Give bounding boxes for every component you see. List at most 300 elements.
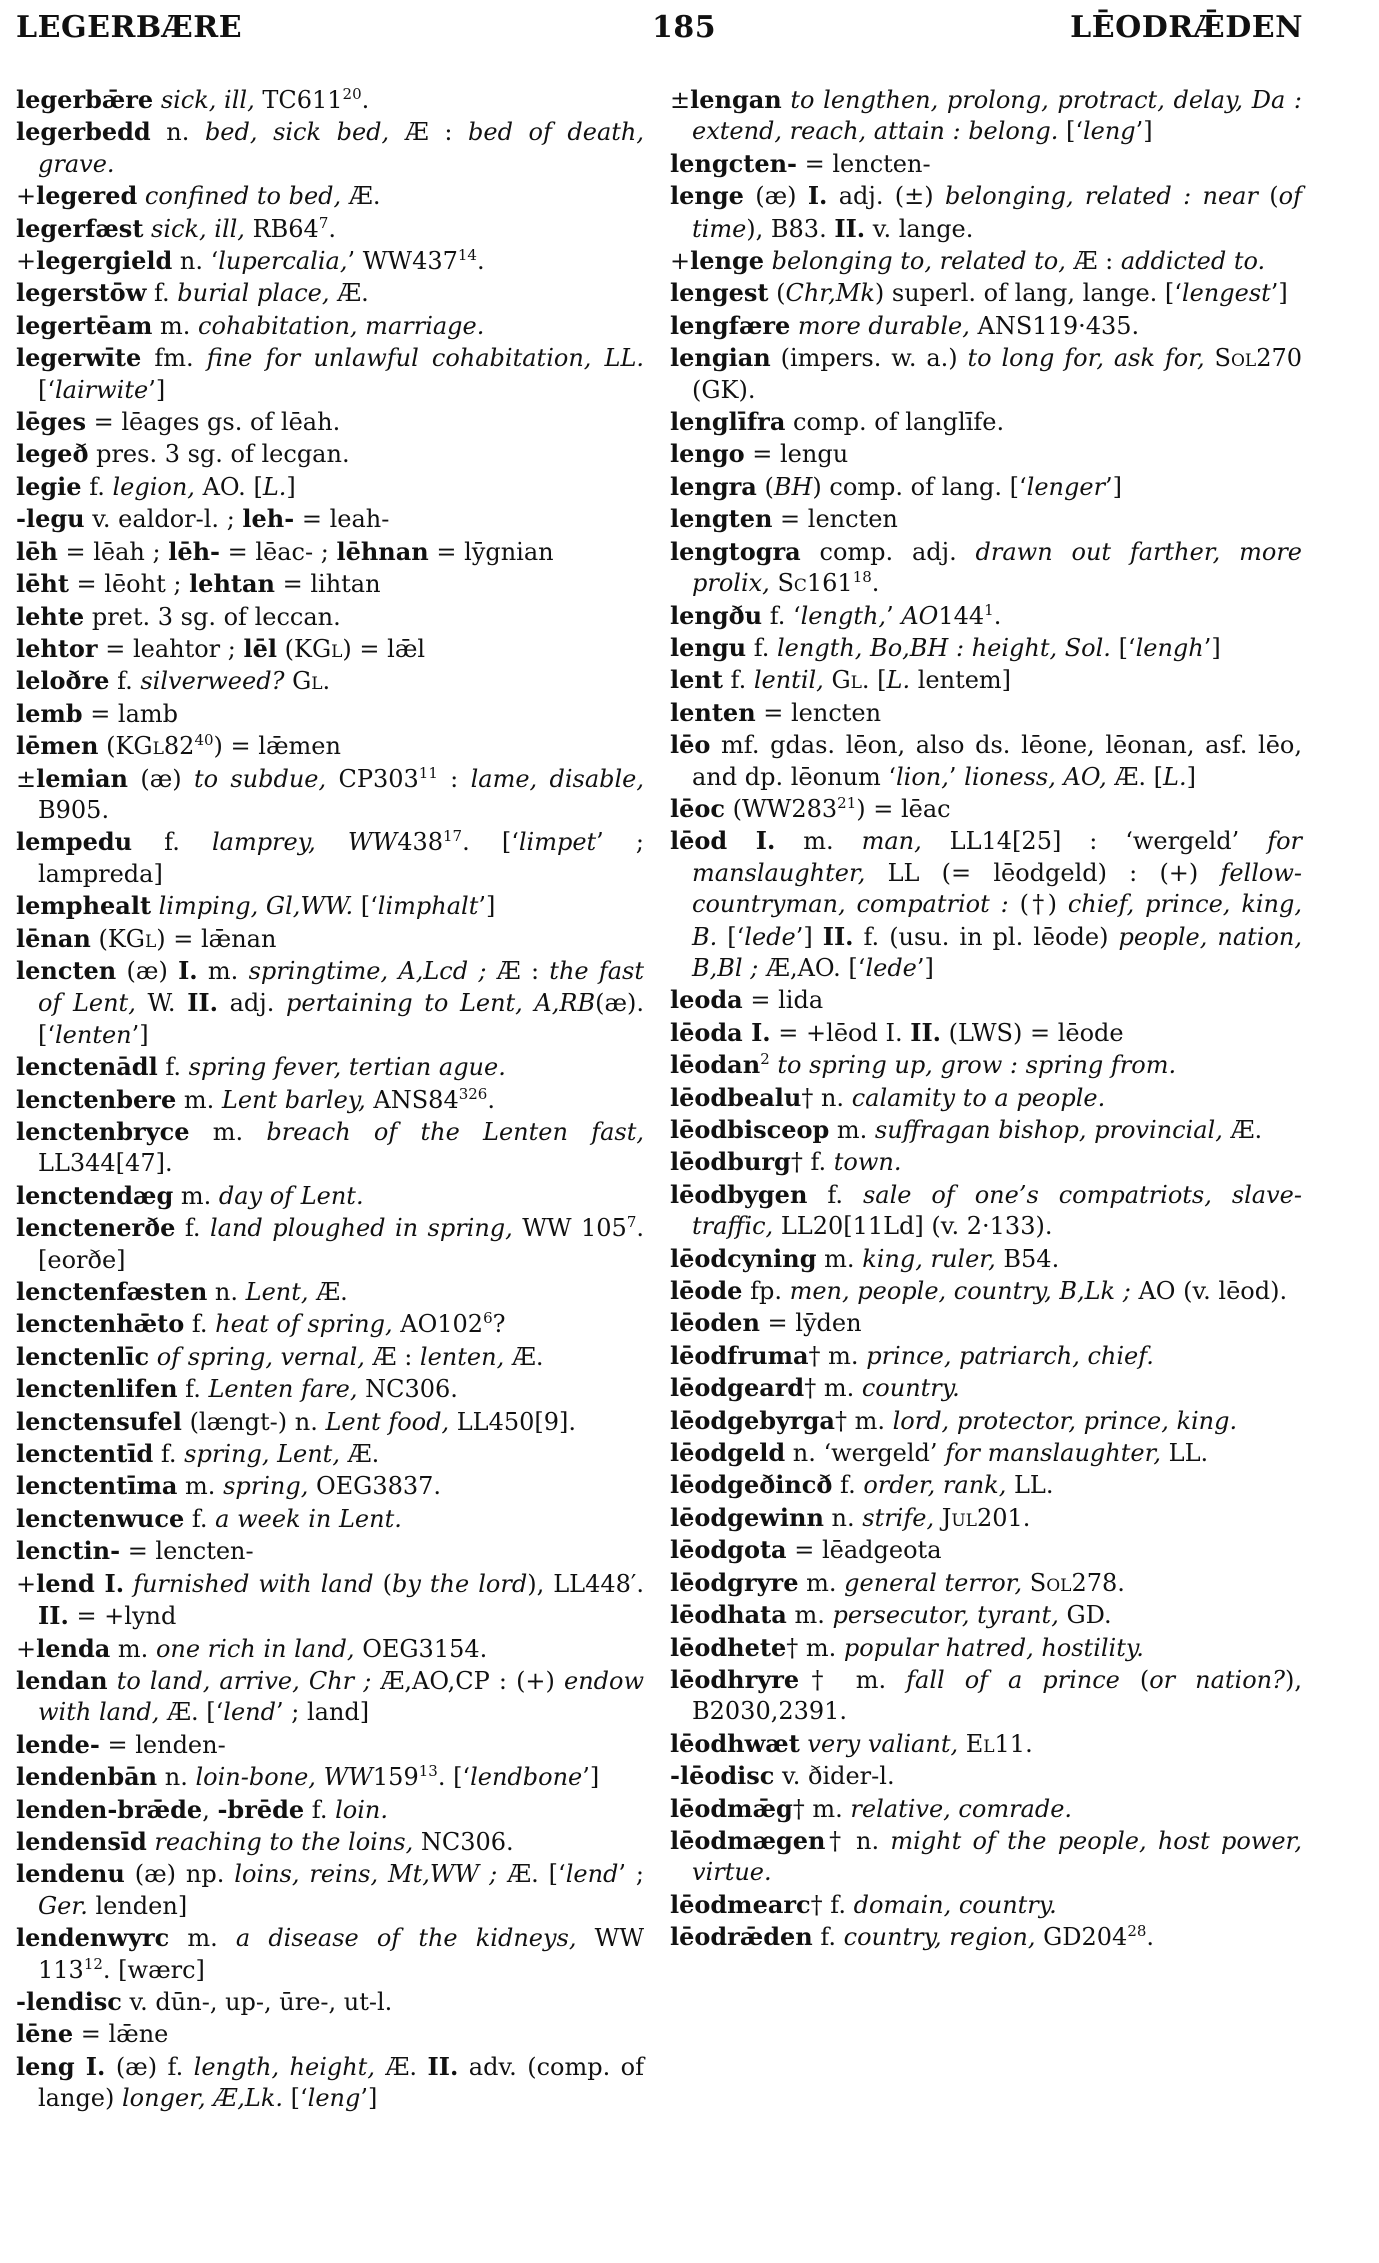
entry-text: LL20[11Ld] (v. 2·133). — [780, 1212, 1053, 1241]
headword: lenctenlifen — [16, 1374, 178, 1404]
entry-text: Æ. — [1230, 1116, 1263, 1144]
entry-text: m. — [197, 956, 249, 985]
entry-text: . — [487, 1085, 495, 1114]
dictionary-entry — [16, 698, 644, 730]
entry-text: Lent barley, — [221, 1085, 374, 1114]
headword: I. — [807, 181, 828, 211]
entry-text: f. — [807, 1180, 863, 1209]
entry-text: m. — [189, 1118, 267, 1146]
entry-text: ’] — [916, 953, 934, 982]
dictionary-entry — [670, 1728, 1302, 1760]
entry-text: adv. (comp. of lange) — [38, 2052, 645, 2113]
superscript-ref: 14 — [457, 246, 477, 265]
superscript-ref: 1 — [984, 600, 994, 619]
entry-text: m. — [829, 1116, 875, 1144]
dictionary-entry — [16, 633, 644, 665]
headword: lenctenbere — [16, 1084, 177, 1114]
entry-text: reaching to the loins, — [146, 1827, 421, 1856]
dictionary-entry — [16, 1794, 644, 1826]
entry-text: m. — [798, 1568, 845, 1597]
entry-text: (længt-) n. — [181, 1407, 326, 1436]
dictionary-entry — [16, 471, 644, 503]
entry-text: KGl — [115, 732, 164, 761]
headword: legeð — [16, 439, 89, 469]
dictionary-entry — [670, 471, 1302, 503]
entry-text: [‘ — [1058, 117, 1083, 146]
headword: lēht — [16, 569, 69, 599]
dictionary-entry — [670, 277, 1302, 309]
entry-text: Æ. — [511, 1342, 544, 1371]
entry-text: very valiant, — [799, 1729, 966, 1758]
dictionary-entry — [670, 1664, 1302, 1728]
entry-text: or nation? — [1149, 1665, 1285, 1694]
entry-text: heat of spring, — [215, 1310, 401, 1339]
entry-text: domain, country. — [853, 1890, 1057, 1919]
dictionary-entry — [16, 1922, 644, 1986]
dictionary-entry — [16, 1438, 644, 1470]
dictionary-entry — [16, 1665, 644, 1729]
entry-text: = lihtan — [274, 570, 381, 599]
entry-text: ’ — [948, 762, 965, 791]
dictionary-entry — [670, 1114, 1302, 1146]
entry-text: ’] — [360, 2084, 378, 2113]
entry-text: suffragan bishop, provincial, — [874, 1116, 1231, 1144]
entry-text: sale of one’s compatriots, slave-traffic, — [692, 1180, 1302, 1241]
entry-text: Gl. — [831, 666, 870, 695]
entry-text: = lencten- — [797, 149, 931, 178]
entry-text: m. — [816, 1244, 863, 1273]
dictionary-entry — [16, 503, 644, 535]
entry-text: . — [328, 214, 336, 243]
dictionary-entry — [670, 1760, 1302, 1792]
headword: lēoc — [670, 793, 726, 823]
entry-text: 270 (GK). — [692, 344, 1303, 404]
entry-text: [‘ — [353, 892, 378, 921]
headword: lendensīd — [16, 1826, 147, 1856]
headword: legerfæst — [16, 213, 144, 243]
entry-text: (†) — [1019, 890, 1068, 919]
entry-text: f. — [175, 1214, 210, 1243]
entry-text: ’] — [1135, 117, 1153, 146]
entry-text: ( — [756, 472, 774, 501]
entry-text: fall of a prince — [906, 1665, 1140, 1694]
dictionary-entry — [16, 1470, 644, 1502]
headword: lēoda I. — [670, 1017, 771, 1047]
entry-text: v. ðider-l. — [774, 1762, 895, 1791]
entry-text: = lēages gs. of lēah. — [85, 408, 341, 437]
entry-text: spring, — [223, 1472, 316, 1501]
entry-text: ’ WW437 — [347, 247, 458, 276]
dictionary-entry — [16, 1084, 644, 1116]
entry-text: = leah- — [294, 505, 390, 534]
entry-text: = lida — [742, 986, 824, 1015]
dictionary-entry — [670, 984, 1302, 1016]
dictionary-entry — [670, 793, 1302, 825]
dictionary-entry — [670, 1017, 1302, 1049]
entry-text: ) = lēac — [856, 794, 951, 823]
entry-text: belonging, related : near — [944, 182, 1270, 211]
entry-text: more durable, — [790, 311, 978, 340]
entry-text: country, region, — [843, 1923, 1044, 1952]
headword: lēodgewinn — [670, 1502, 824, 1532]
entry-text: of time — [692, 182, 1303, 243]
headword: legertēam — [16, 310, 153, 340]
headword: lengest — [670, 278, 769, 308]
entry-text: the fast of Lent, — [38, 956, 645, 1018]
dictionary-entry — [670, 1534, 1302, 1566]
entry-text: Æ,AO,CP : (+) — [380, 1666, 564, 1695]
entry-text: f. — [81, 472, 113, 501]
dictionary-entry — [16, 730, 644, 762]
headword: legerbedd — [16, 117, 151, 147]
entry-text: length, height, — [193, 2052, 386, 2081]
entry-text: m. — [169, 1924, 236, 1953]
entry-text: = lencten- — [120, 1537, 254, 1566]
superscript-ref: 20 — [342, 85, 362, 103]
entry-text: 159 — [372, 1763, 419, 1792]
headword: -brēde — [217, 1794, 305, 1824]
headword: lengcten- — [670, 148, 797, 178]
dictionary-entry — [16, 955, 644, 1051]
entry-text: ANS119·435. — [977, 311, 1140, 340]
entry-text: . — [361, 86, 370, 114]
entry-text: loin. — [335, 1795, 388, 1824]
left-column — [16, 84, 644, 2115]
entry-text: RB64 — [252, 214, 319, 243]
entry-text: king, ruler, — [862, 1244, 1004, 1273]
entry-text: lendbone — [470, 1763, 583, 1792]
entry-text: 278. — [1071, 1568, 1125, 1597]
entry-text: Æ,AO. [‘ — [765, 953, 866, 982]
entry-text: ) = lǣl — [342, 634, 426, 663]
dictionary-entry — [16, 1308, 644, 1340]
entry-text: might of the people, host power, virtue. — [692, 1826, 1303, 1887]
entry-text: [‘ — [38, 375, 55, 404]
headword: lenge — [690, 246, 764, 276]
dictionary-entry — [670, 1049, 1302, 1081]
entry-text: † m. — [799, 1665, 907, 1694]
entry-text: + — [16, 1634, 37, 1663]
entry-text: AO. [ — [202, 472, 263, 501]
entry-text: ( — [277, 634, 295, 663]
entry-text: fine for unlawful cohabitation, LL. — [206, 344, 645, 373]
entry-text: ’] — [795, 922, 823, 951]
entry-text: m. — [176, 1085, 222, 1114]
entry-text: to long for, ask for, — [967, 344, 1215, 373]
dictionary-entry — [670, 1502, 1302, 1534]
headword: lēodhata — [670, 1600, 787, 1630]
dictionary-entry — [16, 1373, 644, 1405]
headword: lende- — [16, 1729, 100, 1759]
entry-text: comp. of langlīfe. — [785, 408, 1005, 437]
entry-text: = lǣne — [73, 2020, 169, 2049]
dictionary-entry — [16, 1535, 644, 1567]
headword: lēl — [243, 633, 278, 663]
dictionary-entry — [16, 568, 644, 600]
entry-text: W. — [147, 989, 188, 1018]
headword: lēmen — [16, 731, 99, 761]
entry-text: Æ. — [347, 1440, 380, 1469]
running-head-right: LĒODRǢDEN — [1070, 10, 1303, 45]
entry-text: m. — [110, 1634, 156, 1663]
headword: lendan — [16, 1665, 108, 1695]
headword: I. — [178, 955, 198, 985]
entry-text: 161 — [806, 569, 853, 598]
entry-text: lord, protector, prince, king. — [892, 1406, 1238, 1435]
headword: lenctendæg — [16, 1180, 174, 1210]
dictionary-entry — [16, 342, 644, 406]
dictionary-entry — [670, 245, 1302, 277]
entry-text: v. dūn-, up-, ūre-, ut-l. — [121, 1987, 393, 2016]
entry-text: Æ. [‘ — [507, 1860, 566, 1889]
entry-text: (æ) — [743, 182, 808, 211]
dictionary-entry — [16, 1503, 644, 1535]
entry-text: = lenden- — [99, 1730, 226, 1759]
entry-text: f. — [832, 1471, 864, 1500]
entry-text: [‘ — [283, 2084, 308, 2113]
entry-text: bed of death, grave. — [38, 118, 645, 178]
headword: lēodgota — [670, 1535, 787, 1565]
dictionary-entry — [670, 503, 1302, 535]
headword: leoda — [670, 985, 743, 1015]
headword: lēodgeðincð — [670, 1470, 833, 1500]
entry-text: v. ealdor-l. ; — [84, 505, 243, 534]
headword: lēodmearc — [670, 1889, 811, 1919]
dictionary-entry — [16, 1826, 644, 1858]
entry-text: by the lord — [391, 1569, 528, 1598]
superscript-ref: 17 — [443, 827, 463, 846]
dictionary-entry — [670, 1469, 1302, 1501]
headword: -lēodisc — [670, 1761, 775, 1791]
entry-text: WW 105 — [522, 1214, 627, 1243]
entry-text: length, Bo,BH : height, Sol. — [777, 633, 1111, 662]
entry-text: † f. — [810, 1890, 854, 1919]
entry-text: ’ ; land] — [276, 1698, 370, 1727]
headword: leh- — [242, 504, 295, 534]
entry-text: ( — [1139, 1665, 1150, 1694]
dictionary-entry — [670, 536, 1302, 600]
entry-text: to subdue, — [193, 764, 339, 793]
headword: lenctin- — [16, 1536, 121, 1566]
dictionary-entry — [670, 1179, 1302, 1243]
entry-text: f. — [722, 666, 754, 695]
headword: -legu — [16, 504, 85, 534]
headword: lengan — [690, 85, 782, 114]
headword: lengðu — [670, 600, 763, 630]
entry-text: lend — [565, 1860, 619, 1889]
entry-text: Æ : — [496, 956, 550, 985]
entry-text: ’ — [886, 601, 902, 630]
entry-text: v. lange. — [865, 214, 974, 243]
headword: legered — [36, 181, 138, 211]
headword: lēodbygen — [670, 1179, 808, 1209]
dictionary-entry — [16, 826, 644, 890]
entry-text: . [wærc] — [102, 1955, 205, 1984]
headword: lēh — [16, 536, 58, 566]
headword: lenten — [670, 697, 756, 727]
entry-text: [‘ — [1110, 633, 1136, 662]
headword: lēodcyning — [670, 1243, 817, 1273]
entry-text: ( — [382, 1569, 392, 1598]
entry-text: ’] — [1105, 472, 1123, 501]
entry-text: † f. — [790, 1148, 834, 1177]
entry-text: (æ) f. — [105, 2052, 194, 2081]
entry-text: NC306. — [420, 1827, 514, 1856]
headword: lehtor — [16, 633, 98, 663]
entry-text: Æ. — [316, 1278, 348, 1307]
superscript-ref: 12 — [83, 1954, 103, 1973]
entry-text: sick, ill, — [143, 214, 253, 243]
dictionary-entry — [16, 601, 644, 633]
headword: lehte — [16, 601, 85, 631]
running-head-left: LEGERBÆRE — [16, 10, 243, 45]
headword: lēne — [16, 2019, 74, 2049]
dictionary-entry — [670, 1146, 1302, 1178]
entry-text: Sol — [1029, 1568, 1072, 1597]
entry-text: lede — [744, 922, 796, 951]
entry-text: = +lynd — [68, 1602, 177, 1631]
entry-text: one rich in land, — [155, 1634, 363, 1663]
headword: lenctenlīc — [16, 1341, 150, 1371]
entry-text: furnished with land — [124, 1569, 383, 1598]
entry-text: . [eorðe] — [38, 1214, 644, 1274]
entry-text: lupercalia, — [218, 247, 348, 276]
entry-text: loin-bone, WW — [195, 1763, 373, 1792]
headword: lēo — [670, 730, 711, 760]
entry-text: limphalt — [377, 892, 479, 921]
dictionary-entry — [16, 1051, 644, 1083]
headword: lemb — [16, 698, 83, 728]
entry-text: NC306. — [365, 1375, 458, 1404]
entry-text: popular hatred, hostility. — [843, 1633, 1144, 1662]
entry-text: 438 — [397, 828, 443, 857]
entry-text: fp. — [742, 1277, 790, 1306]
entry-text: (WW283 — [725, 794, 838, 823]
entry-text: KGl — [294, 634, 343, 663]
headword: lengfære — [670, 310, 791, 340]
entry-text: Jul — [941, 1503, 977, 1532]
dictionary-entry — [16, 406, 644, 438]
headword: II. — [427, 2051, 459, 2081]
entry-text: calamity to a people. — [851, 1083, 1106, 1112]
entry-text: = lēah ; — [57, 537, 169, 566]
dictionary-entry — [670, 1793, 1302, 1825]
headword: lenctenbryce — [16, 1117, 190, 1146]
page-number: 185 — [652, 10, 717, 45]
entry-text: of spring, vernal, — [149, 1342, 373, 1371]
entry-text: f. — [184, 1504, 216, 1533]
entry-text: Æ. — [337, 279, 369, 308]
dictionary-entry — [670, 180, 1302, 245]
entry-text: a disease of the kidneys, — [235, 1924, 595, 1953]
dictionary-entry — [670, 310, 1302, 342]
entry-text: Æ : — [372, 1342, 420, 1371]
headword: II. — [834, 213, 866, 243]
entry-text: ) comp. of lang. [‘ — [812, 472, 1027, 501]
headword: legerwīte — [16, 343, 142, 373]
entry-text: lede — [865, 953, 917, 982]
entry-text: general terror, — [844, 1568, 1030, 1597]
entry-text: BH — [773, 472, 813, 501]
headword: lēnan — [16, 923, 91, 953]
entry-text: ? — [492, 1310, 506, 1339]
headword: lēodan — [670, 1050, 761, 1080]
entry-text: addicted to. — [1120, 247, 1266, 276]
headword: lēodgebyrga — [670, 1405, 835, 1435]
entry-text: + — [670, 247, 691, 276]
entry-text: pres. 3 sg. of lecgan. — [88, 440, 350, 469]
entry-text: limpet — [518, 828, 597, 857]
entry-text: , — [202, 1795, 218, 1824]
entry-text: silverweed? — [140, 667, 293, 696]
dictionary-entry — [670, 1405, 1302, 1437]
entry-text: ) = lǣmen — [213, 732, 341, 761]
entry-text: LL14[25] : ‘wergeld’ — [949, 827, 1268, 856]
entry-text: 11. — [994, 1729, 1033, 1758]
entry-text: pret. 3 sg. of leccan. — [84, 602, 341, 631]
headword: -lendisc — [16, 1986, 122, 2016]
entry-text: Æ. — [385, 2052, 428, 2081]
entry-text: n. ‘wergeld’ — [785, 1439, 946, 1468]
dictionary-entry — [670, 1889, 1302, 1921]
headword: lemphealt — [16, 891, 152, 921]
headword: lenctentīd — [16, 1439, 154, 1469]
entry-text: Ger. — [38, 1891, 88, 1920]
headword: lenden-brǣde — [16, 1794, 203, 1824]
entry-text: burial place, — [177, 279, 338, 308]
entry-text: ( — [768, 279, 786, 308]
headword: lemian — [36, 763, 129, 793]
entry-text: lentem] — [910, 666, 1012, 695]
entry-text: = lengu — [744, 440, 849, 469]
entry-text: land ploughed in spring, — [209, 1214, 523, 1243]
headword: lehtan — [189, 569, 275, 599]
entry-text: Æ : — [1073, 247, 1121, 276]
entry-text: lenten, — [419, 1342, 512, 1371]
entry-text: AO102 — [400, 1310, 484, 1339]
entry-text: fm. — [141, 344, 207, 373]
entry-text: LL344[47]. — [38, 1149, 173, 1178]
entry-text: : — [437, 764, 471, 793]
entry-text: longer, Æ,Lk. — [122, 2084, 284, 2113]
entry-text: a week in Lent. — [215, 1504, 402, 1533]
headword: lēodgeld — [670, 1438, 786, 1468]
dictionary-entry — [16, 84, 644, 116]
entry-text: LL (= lēodgeld) : (+) — [887, 858, 1221, 887]
entry-text: ’ ; — [618, 1860, 645, 1889]
entry-text: . [‘ — [462, 828, 519, 857]
headword: lengian — [670, 343, 771, 373]
entry-text: m. — [786, 1601, 833, 1630]
entry-text: order, rank, — [863, 1471, 1014, 1500]
entry-text: † n. — [825, 1826, 891, 1855]
entry-text: ± — [670, 86, 691, 114]
entry-text: confined to bed, — [137, 182, 349, 211]
entry-text: lengest — [1181, 279, 1271, 308]
entry-text: = lȳgnian — [428, 537, 554, 566]
dictionary-entry — [670, 1921, 1302, 1953]
dictionary-entry — [16, 890, 644, 922]
headword: lēodbealu — [670, 1082, 802, 1112]
entry-text: f. — [177, 1375, 209, 1404]
entry-text: men, people, country, B,Lk ; — [789, 1277, 1139, 1306]
entry-text: f. — [746, 633, 777, 662]
entry-text: leng — [1082, 117, 1136, 146]
entry-text: LL. — [1013, 1471, 1054, 1500]
dictionary-entry — [670, 729, 1302, 793]
entry-text: . — [993, 601, 1002, 630]
entry-text: Æ. [‘ — [167, 1698, 224, 1727]
